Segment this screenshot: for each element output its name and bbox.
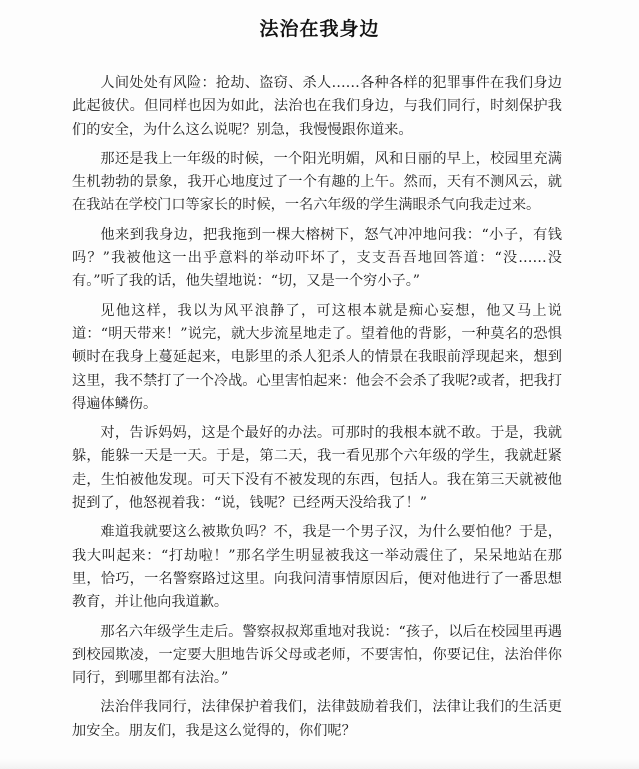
- page-title: 法治在我身边: [259, 18, 380, 40]
- paragraph-6: 难道我就要这么被欺负吗？不，我是一个男子汉，为什么要怕他？于是，我大叫起来：“打劫啦！”那名学生明显被我这一举动震住了，呆呆地站在那里，恰巧，一名警察路过这里。向我问清事情原因后，便对他进行了一番思想教育，并让他向我道歉。: [72, 524, 562, 611]
- paragraph-5: 对，告诉妈妈，这是个最好的办法。可那时的我根本就不敢。于是，我就躲，能躲一天是一天。于是，第二天，我一看见那个六年级的学生，我就赶紧走，生怕被他发现。可天下没有不被发现的东西，包括人。我在第三天就被他捉到了，他怒视着我：“说，钱呢？已经两天没给我了！”: [72, 425, 562, 512]
- page-bottom-edge: [0, 759, 639, 769]
- paragraph-1: 人间处处有风险：抢劫、盗窃、杀人……各种各样的犯罪事件在我们身边此起彼伏。但同样也因为如此，法治也在我们身边，与我们同行，时刻保护我们的安全，为什么这么说呢？别急，我慢慢跟你道来。: [72, 75, 562, 138]
- paragraph-8: 法治伴我同行，法律保护着我们，法律鼓励着我们，法律让我们的生活更加安全。朋友们，我是这么觉得的，你们呢？: [72, 699, 562, 739]
- essay-body: [72, 72, 562, 749]
- paragraph-2: 那还是我上一年级的时候，一个阳光明媚，风和日丽的早上，校园里充满生机勃勃的景象，我开心地度过了一个有趣的上午。然而，天有不测风云，就在我站在学校门口等家长的时候，一名六年级的学生满眼杀气向我走过来。: [72, 150, 562, 214]
- paragraph-7: 那名六年级学生走后。警察叔叔郑重地对我说：“孩子，以后在校园里再遇到校园欺凌，一定要大胆地告诉父母或老师，不要害怕，你要记住，法治伴你同行，到哪里都有法治。”: [72, 623, 562, 687]
- paragraph-4: 见他这样，我以为风平浪静了，可这根本就是痴心妄想，他又马上说道：“明天带来！”说完，就大步流星地走了。望着他的背影，一种莫名的恐惧顿时在我身上蔓延起来，电影里的杀人犯杀人的情景在我眼前浮现起来，想到这里，我不禁打了一个冷战。心里害怕起来：他会不会杀了我呢?或者，把我打得遍体鳞伤。: [72, 302, 562, 412]
- paragraph-3: 他来到我身边，把我拖到一棵大榕树下，怒气冲冲地问我：“小子，有钱吗？”我被他这一出乎意料的举动吓坏了，支支吾吾地回答道：“没……没有。”听了我的话，他失望地说：“切，又是一个穷小子。”: [72, 226, 562, 290]
